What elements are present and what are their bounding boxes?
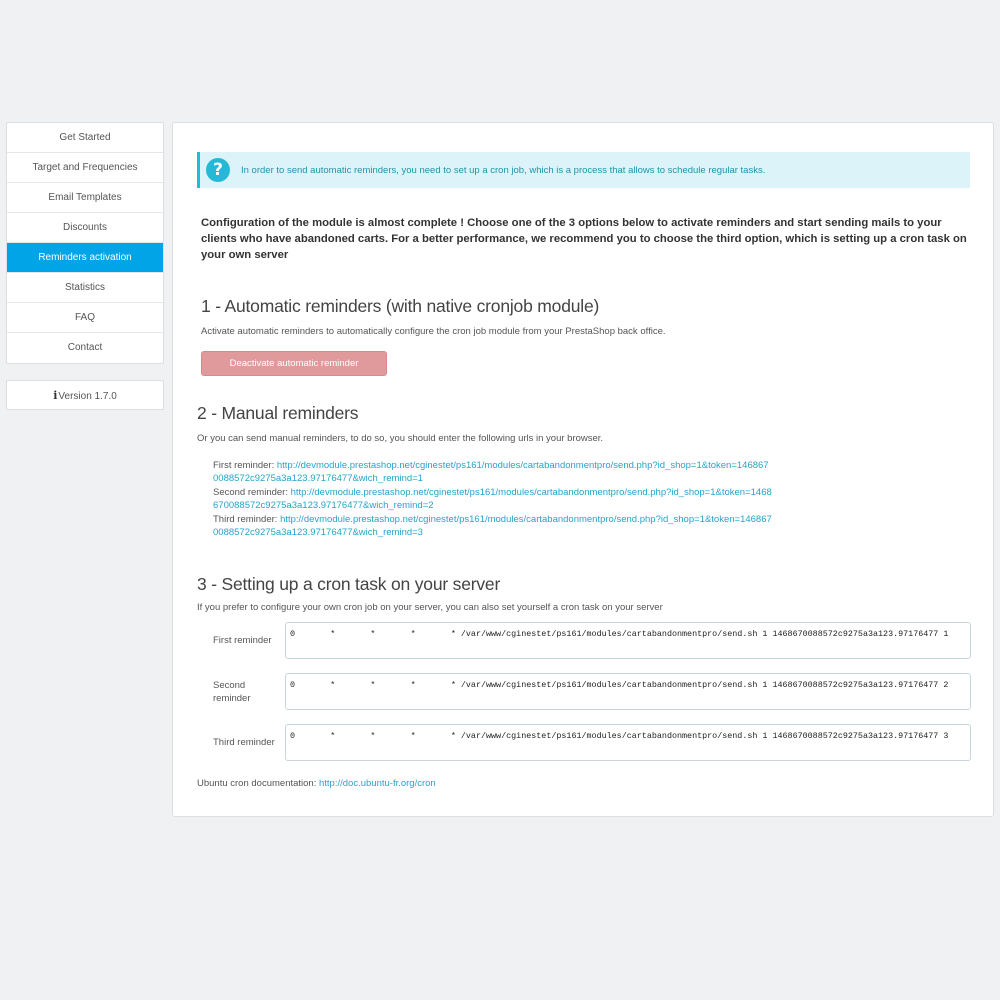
cron-command-field[interactable]: 0 * * * * /var/www/cginestet/ps161/modules/cartabandonmentpro/send.sh 1 1468670088572c9275a3a123.97176477 1 bbox=[285, 622, 971, 659]
question-icon: ? bbox=[206, 158, 230, 182]
manual-reminder-first bbox=[213, 459, 773, 486]
sidebar-item-contact[interactable]: Contact bbox=[67, 342, 103, 353]
section1-title: 1 - Automatic reminders (with native cronjob module) bbox=[201, 296, 600, 316]
sidebar-nav bbox=[6, 122, 164, 364]
intro-text: Configuration of the module is almost complete ! Choose one of the 3 options below to activate reminders and start sending mails to your clients who have abandoned carts. For a better performance, we recommend you to choose the third option, which is setting up a cron task on your own server bbox=[201, 217, 967, 261]
section2-description: Or you can send manual reminders, to do so, you should enter the following urls in your browser. bbox=[197, 433, 604, 444]
version-box bbox=[6, 380, 164, 410]
manual-reminder-label: Third reminder: bbox=[213, 513, 278, 525]
cron-label: First reminder bbox=[213, 635, 272, 646]
info-icon: i bbox=[53, 389, 58, 402]
sidebar-item-faq[interactable]: FAQ bbox=[7, 303, 163, 333]
manual-reminder-link[interactable]: http://devmodule.prestashop.net/cginestet/ps161/modules/cartabandonmentpro/send.php?id_shop=1&token=1468670088572c9275a3a123.97176477&wich_remind=3 bbox=[213, 513, 772, 539]
manual-reminder-second bbox=[213, 486, 773, 513]
cron-row-third bbox=[201, 724, 971, 761]
section3-description: If you prefer to configure your own cron job on your server, you can also set yourself a cron task on your server bbox=[197, 602, 663, 613]
manual-reminder-link[interactable]: http://devmodule.prestashop.net/cginestet/ps161/modules/cartabandonmentpro/send.php?id_shop=1&token=1468670088572c9275a3a123.97176477&wich_remind=1 bbox=[213, 460, 769, 485]
manual-reminder-urls bbox=[213, 459, 773, 539]
section1-description: Activate automatic reminders to automatically configure the cron job module from your PrestaShop back office. bbox=[201, 326, 666, 337]
manual-reminder-link[interactable]: http://devmodule.prestashop.net/cginestet/ps161/modules/cartabandonmentpro/send.php?id_shop=1&token=1468670088572c9275a3a123.97176477&wich_remind=2 bbox=[213, 486, 772, 512]
info-alert bbox=[197, 152, 970, 188]
cron-label: Third reminder bbox=[213, 737, 275, 748]
deactivate-automatic-reminder-button[interactable]: Deactivate automatic reminder bbox=[201, 351, 387, 376]
sidebar-item-reminders-activation[interactable]: Reminders activation bbox=[7, 243, 163, 273]
section2-title: 2 - Manual reminders bbox=[197, 403, 359, 423]
main-panel bbox=[172, 122, 994, 817]
manual-reminder-label: First reminder: bbox=[213, 460, 275, 471]
cron-command-field[interactable]: 0 * * * * /var/www/cginestet/ps161/modules/cartabandonmentpro/send.sh 1 1468670088572c9275a3a123.97176477 3 bbox=[285, 724, 971, 761]
version-label: Version 1.7.0 bbox=[58, 391, 117, 402]
cron-row-second bbox=[201, 673, 971, 710]
sidebar-item-get-started[interactable]: Get Started bbox=[7, 123, 163, 153]
sidebar-item-target-frequencies[interactable]: Target and Frequencies bbox=[7, 153, 163, 183]
ubuntu-doc-link[interactable]: http://doc.ubuntu-fr.org/cron bbox=[319, 778, 436, 789]
cron-label: Second reminder bbox=[213, 679, 251, 704]
sidebar-item-email-templates[interactable]: Email Templates bbox=[7, 183, 163, 213]
sidebar-item-discounts[interactable]: Discounts bbox=[7, 213, 163, 243]
ubuntu-doc bbox=[197, 778, 436, 789]
cron-command-field[interactable]: 0 * * * * /var/www/cginestet/ps161/modules/cartabandonmentpro/send.sh 1 1468670088572c9275a3a123.97176477 2 bbox=[285, 673, 971, 710]
manual-reminder-label: Second reminder: bbox=[213, 486, 288, 498]
ubuntu-doc-label: Ubuntu cron documentation: bbox=[197, 778, 317, 789]
sidebar-item-statistics[interactable]: Statistics bbox=[7, 273, 163, 303]
cron-row-first bbox=[201, 622, 971, 659]
alert-text: In order to send automatic reminders, you need to set up a cron job, which is a process that allows to schedule regular tasks. bbox=[241, 164, 766, 176]
manual-reminder-third bbox=[213, 513, 773, 540]
section3-title: 3 - Setting up a cron task on your server bbox=[197, 574, 501, 594]
sidebar bbox=[6, 122, 164, 410]
